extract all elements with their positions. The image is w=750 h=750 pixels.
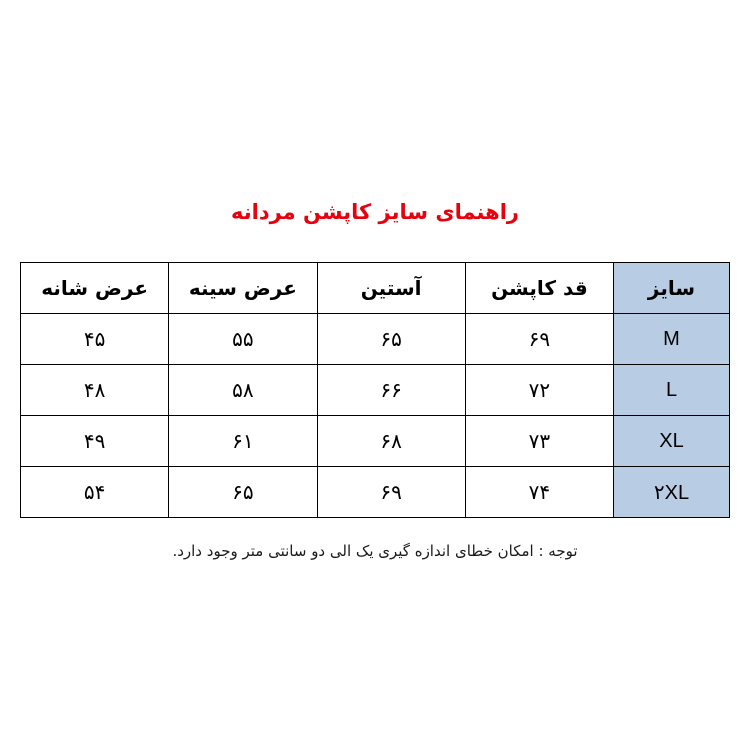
cell-jacket-length: ۷۲ xyxy=(465,365,613,416)
cell-sleeve: ۶۹ xyxy=(317,467,465,518)
table-row xyxy=(21,314,730,365)
cell-jacket-length: ۷۳ xyxy=(465,416,613,467)
column-header-size: سایز xyxy=(614,263,730,314)
cell-jacket-length: ۷۴ xyxy=(465,467,613,518)
cell-shoulder-width: ۴۹ xyxy=(21,416,169,467)
column-header-shoulder-width: عرض شانه xyxy=(21,263,169,314)
page-title: راهنمای سایز کاپشن مردانه xyxy=(231,200,519,224)
cell-sleeve: ۶۶ xyxy=(317,365,465,416)
cell-shoulder-width: ۴۵ xyxy=(21,314,169,365)
cell-chest-width: ۶۱ xyxy=(169,416,317,467)
cell-size: M xyxy=(614,314,730,365)
cell-chest-width: ۶۵ xyxy=(169,467,317,518)
table-body xyxy=(21,314,730,518)
cell-chest-width: ۵۸ xyxy=(169,365,317,416)
cell-jacket-length: ۶۹ xyxy=(465,314,613,365)
column-header-jacket-length: قد کاپشن xyxy=(465,263,613,314)
cell-shoulder-width: ۴۸ xyxy=(21,365,169,416)
column-header-chest-width: عرض سینه xyxy=(169,263,317,314)
table-row xyxy=(21,467,730,518)
size-table xyxy=(20,262,730,518)
cell-size: L xyxy=(614,365,730,416)
table-row xyxy=(21,365,730,416)
table-header xyxy=(21,263,730,314)
table-header-row xyxy=(21,263,730,314)
cell-sleeve: ۶۸ xyxy=(317,416,465,467)
column-header-sleeve: آستین xyxy=(317,263,465,314)
cell-size: ۲XL xyxy=(614,467,730,518)
cell-sleeve: ۶۵ xyxy=(317,314,465,365)
cell-size: XL xyxy=(614,416,730,467)
cell-chest-width: ۵۵ xyxy=(169,314,317,365)
table-row xyxy=(21,416,730,467)
cell-shoulder-width: ۵۴ xyxy=(21,467,169,518)
measurement-note: توجه : امکان خطای اندازه گیری یک الی دو سانتی متر وجود دارد. xyxy=(172,542,578,560)
size-table-container xyxy=(20,262,730,518)
